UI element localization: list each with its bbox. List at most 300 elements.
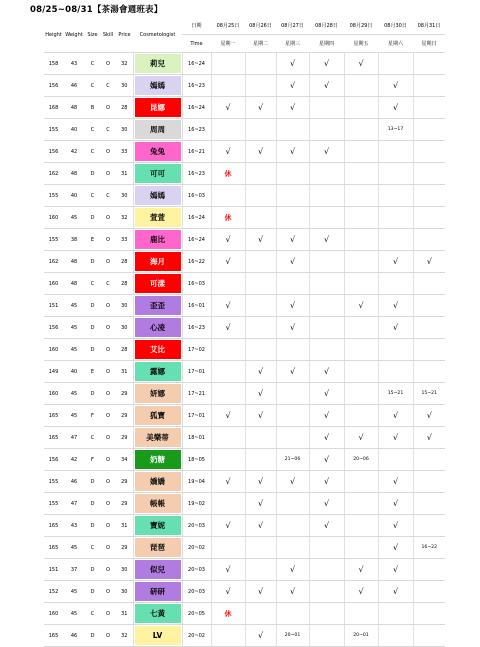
day-4-cell <box>309 119 344 141</box>
day-7-cell: √ <box>413 405 445 427</box>
height-cell: 160 <box>44 603 63 625</box>
size-cell: C <box>85 75 100 97</box>
table-row <box>44 119 445 141</box>
day-2-cell <box>245 559 276 581</box>
day-2-cell <box>245 75 276 97</box>
day-3-cell <box>276 603 309 625</box>
col-day7-date: 08月31日 <box>413 17 445 35</box>
table-row <box>44 339 445 361</box>
cosmetologist-name: 周周 <box>135 120 181 139</box>
weight-cell: 40 <box>63 185 85 207</box>
day-1-cell: √ <box>211 471 245 493</box>
cosmetologist-name: 七黃 <box>135 604 181 623</box>
day-5-cell <box>344 515 378 537</box>
col-price-header: Price <box>116 17 133 53</box>
skill-cell: O <box>100 449 116 471</box>
day-7-cell <box>413 53 445 75</box>
day-1-cell: √ <box>211 559 245 581</box>
cosmetologist-cell <box>133 603 182 625</box>
day-2-cell <box>245 603 276 625</box>
col-day3-weekday: 星期三 <box>276 35 309 53</box>
cosmetologist-name: 嫣嫣 <box>135 186 181 205</box>
day-1-cell: √ <box>211 317 245 339</box>
height-cell: 151 <box>44 559 63 581</box>
price-cell: 32 <box>116 625 133 647</box>
col-size-header: Size <box>85 17 100 53</box>
cosmetologist-cell <box>133 383 182 405</box>
height-cell: 152 <box>44 581 63 603</box>
weight-cell: 45 <box>63 405 85 427</box>
table-row <box>44 251 445 273</box>
day-2-cell <box>245 119 276 141</box>
day-6-cell: √ <box>378 515 413 537</box>
col-day2-weekday: 星期二 <box>245 35 276 53</box>
cosmetologist-cell <box>133 471 182 493</box>
day-7-cell <box>413 75 445 97</box>
size-cell: D <box>85 471 100 493</box>
day-4-cell: √ <box>309 515 344 537</box>
size-cell: C <box>85 427 100 449</box>
skill-cell: O <box>100 405 116 427</box>
height-cell: 156 <box>44 75 63 97</box>
col-day1-date: 08月25日 <box>211 17 245 35</box>
col-day3-date: 08月27日 <box>276 17 309 35</box>
day-3-cell <box>276 427 309 449</box>
weight-cell: 45 <box>63 603 85 625</box>
size-cell: F <box>85 449 100 471</box>
day-5-cell <box>344 229 378 251</box>
skill-cell: O <box>100 383 116 405</box>
height-cell: 156 <box>44 449 63 471</box>
price-cell: 29 <box>116 493 133 515</box>
cosmetologist-name: 鹿比 <box>135 230 181 249</box>
size-cell: D <box>85 251 100 273</box>
day-4-cell: √ <box>309 361 344 383</box>
day-3-cell <box>276 405 309 427</box>
day-5-cell <box>344 317 378 339</box>
time-cell: 17~21 <box>182 383 211 405</box>
day-3-cell <box>276 163 309 185</box>
day-7-cell <box>413 339 445 361</box>
day-1-cell: √ <box>211 405 245 427</box>
size-cell: E <box>85 361 100 383</box>
height-cell: 155 <box>44 119 63 141</box>
day-3-cell: 21~06 <box>276 449 309 471</box>
day-1-cell <box>211 339 245 361</box>
time-cell: 18~01 <box>182 427 211 449</box>
skill-cell: O <box>100 559 116 581</box>
cosmetologist-cell <box>133 515 182 537</box>
skill-cell: O <box>100 207 116 229</box>
day-5-cell: √ <box>344 427 378 449</box>
size-cell: C <box>85 273 100 295</box>
table-row <box>44 185 445 207</box>
skill-cell: O <box>100 537 116 559</box>
day-6-cell: √ <box>378 75 413 97</box>
table-row <box>44 75 445 97</box>
skill-cell: O <box>100 53 116 75</box>
size-cell: C <box>85 185 100 207</box>
cosmetologist-name: 奶糖 <box>135 450 181 469</box>
size-cell: C <box>85 53 100 75</box>
day-1-cell <box>211 361 245 383</box>
skill-cell: C <box>100 273 116 295</box>
height-cell: 165 <box>44 515 63 537</box>
table-row <box>44 229 445 251</box>
day-2-cell <box>245 185 276 207</box>
cosmetologist-name: LV <box>135 626 181 645</box>
cosmetologist-name: 美樂蒂 <box>135 428 181 447</box>
size-cell: E <box>85 229 100 251</box>
size-cell: D <box>85 163 100 185</box>
day-4-cell: √ <box>309 229 344 251</box>
cosmetologist-cell <box>133 295 182 317</box>
cosmetologist-name: 寶妮 <box>135 516 181 535</box>
weight-cell: 48 <box>63 251 85 273</box>
day-3-cell: √ <box>276 251 309 273</box>
time-cell: 16~24 <box>182 53 211 75</box>
col-day6-weekday: 星期六 <box>378 35 413 53</box>
day-4-cell <box>309 603 344 625</box>
day-1-cell: √ <box>211 251 245 273</box>
price-cell: 30 <box>116 317 133 339</box>
day-1-cell <box>211 537 245 559</box>
time-cell: 16~23 <box>182 317 211 339</box>
day-6-cell <box>378 229 413 251</box>
skill-cell: O <box>100 515 116 537</box>
table-row <box>44 427 445 449</box>
day-1-cell <box>211 383 245 405</box>
day-6-cell: √ <box>378 295 413 317</box>
day-2-cell: √ <box>245 229 276 251</box>
day-2-cell <box>245 295 276 317</box>
day-5-cell <box>344 471 378 493</box>
skill-cell: O <box>100 427 116 449</box>
col-height-header: Height <box>44 17 63 53</box>
skill-cell: O <box>100 603 116 625</box>
price-cell: 32 <box>116 207 133 229</box>
height-cell: 155 <box>44 471 63 493</box>
cosmetologist-name: 嬌嬌 <box>135 472 181 491</box>
day-6-cell <box>378 361 413 383</box>
weight-cell: 47 <box>63 493 85 515</box>
size-cell: C <box>85 537 100 559</box>
day-4-cell: √ <box>309 405 344 427</box>
cosmetologist-cell <box>133 581 182 603</box>
price-cell: 29 <box>116 383 133 405</box>
col-skill-header: Skill <box>100 17 116 53</box>
size-cell: D <box>85 339 100 361</box>
cosmetologist-cell <box>133 405 182 427</box>
day-5-cell: √ <box>344 559 378 581</box>
day-4-cell: √ <box>309 471 344 493</box>
table-row <box>44 493 445 515</box>
price-cell: 30 <box>116 581 133 603</box>
day-6-cell: √ <box>378 405 413 427</box>
cosmetologist-name: 艾比 <box>135 340 181 359</box>
size-cell: D <box>85 625 100 647</box>
cosmetologist-cell <box>133 361 182 383</box>
day-3-cell: √ <box>276 295 309 317</box>
weight-cell: 42 <box>63 141 85 163</box>
table-row <box>44 97 445 119</box>
skill-cell: O <box>100 361 116 383</box>
cosmetologist-cell <box>133 537 182 559</box>
size-cell: D <box>85 295 100 317</box>
day-2-cell: √ <box>245 405 276 427</box>
time-cell: 20~03 <box>182 515 211 537</box>
table-row <box>44 581 445 603</box>
time-cell: 16~24 <box>182 97 211 119</box>
price-cell: 30 <box>116 185 133 207</box>
price-cell: 31 <box>116 603 133 625</box>
day-4-cell <box>309 207 344 229</box>
day-7-cell <box>413 207 445 229</box>
time-cell: 19~04 <box>182 471 211 493</box>
time-cell: 17~01 <box>182 405 211 427</box>
skill-cell: O <box>100 163 116 185</box>
time-cell: 20~03 <box>182 581 211 603</box>
cosmetologist-cell <box>133 449 182 471</box>
day-4-cell <box>309 273 344 295</box>
day-7-cell <box>413 317 445 339</box>
cosmetologist-name: 海月 <box>135 252 181 271</box>
day-1-cell <box>211 493 245 515</box>
day-2-cell: √ <box>245 515 276 537</box>
day-4-cell: √ <box>309 75 344 97</box>
price-cell: 31 <box>116 361 133 383</box>
day-4-cell <box>309 537 344 559</box>
day-6-cell <box>378 273 413 295</box>
day-2-cell <box>245 449 276 471</box>
day-6-cell <box>378 449 413 471</box>
day-3-cell <box>276 515 309 537</box>
time-cell: 16~23 <box>182 163 211 185</box>
day-7-cell <box>413 273 445 295</box>
height-cell: 160 <box>44 339 63 361</box>
day-6-cell <box>378 207 413 229</box>
table-row <box>44 53 445 75</box>
day-3-cell: 20~01 <box>276 625 309 647</box>
day-5-cell <box>344 185 378 207</box>
size-cell: D <box>85 383 100 405</box>
size-cell: D <box>85 317 100 339</box>
day-4-cell: √ <box>309 449 344 471</box>
day-2-cell: √ <box>245 97 276 119</box>
time-cell: 20~05 <box>182 603 211 625</box>
day-1-cell <box>211 75 245 97</box>
height-cell: 165 <box>44 625 63 647</box>
col-time-header: Time <box>182 35 211 53</box>
day-4-cell: √ <box>309 383 344 405</box>
day-4-cell: √ <box>309 427 344 449</box>
height-cell: 156 <box>44 141 63 163</box>
day-1-cell: 休 <box>211 603 245 625</box>
day-5-cell: √ <box>344 295 378 317</box>
cosmetologist-cell <box>133 273 182 295</box>
day-2-cell: √ <box>245 141 276 163</box>
table-row <box>44 449 445 471</box>
skill-cell: C <box>100 185 116 207</box>
day-4-cell <box>309 317 344 339</box>
weight-cell: 46 <box>63 625 85 647</box>
day-7-cell: 15~21 <box>413 383 445 405</box>
col-day7-weekday: 星期日 <box>413 35 445 53</box>
day-4-cell <box>309 251 344 273</box>
time-cell: 16~01 <box>182 295 211 317</box>
day-1-cell <box>211 273 245 295</box>
skill-cell: O <box>100 625 116 647</box>
day-6-cell <box>378 53 413 75</box>
day-1-cell <box>211 53 245 75</box>
size-cell: C <box>85 119 100 141</box>
day-3-cell: √ <box>276 361 309 383</box>
table-row <box>44 537 445 559</box>
day-3-cell <box>276 339 309 361</box>
day-6-cell: √ <box>378 317 413 339</box>
table-row <box>44 163 445 185</box>
day-6-cell <box>378 339 413 361</box>
cosmetologist-cell <box>133 317 182 339</box>
cosmetologist-name: 嫣嫣 <box>135 76 181 95</box>
price-cell: 28 <box>116 339 133 361</box>
day-2-cell: √ <box>245 471 276 493</box>
time-cell: 16~03 <box>182 185 211 207</box>
price-cell: 29 <box>116 471 133 493</box>
weight-cell: 48 <box>63 163 85 185</box>
day-6-cell: √ <box>378 581 413 603</box>
day-1-cell: 休 <box>211 207 245 229</box>
day-3-cell <box>276 383 309 405</box>
day-6-cell: √ <box>378 493 413 515</box>
weight-cell: 37 <box>63 559 85 581</box>
day-5-cell <box>344 361 378 383</box>
day-3-cell: √ <box>276 559 309 581</box>
cosmetologist-cell <box>133 229 182 251</box>
cosmetologist-name: 可可 <box>135 164 181 183</box>
day-6-cell <box>378 185 413 207</box>
size-cell: D <box>85 207 100 229</box>
cosmetologist-cell <box>133 53 182 75</box>
day-7-cell: √ <box>413 251 445 273</box>
day-7-cell <box>413 163 445 185</box>
day-3-cell <box>276 537 309 559</box>
weight-cell: 45 <box>63 295 85 317</box>
size-cell: D <box>85 493 100 515</box>
col-cosmetologist-header: Cosmetologist <box>133 17 182 53</box>
price-cell: 28 <box>116 97 133 119</box>
weight-cell: 45 <box>63 317 85 339</box>
skill-cell: O <box>100 317 116 339</box>
time-cell: 18~05 <box>182 449 211 471</box>
col-weight-header: Weight <box>63 17 85 53</box>
table-row <box>44 317 445 339</box>
day-1-cell <box>211 625 245 647</box>
day-2-cell <box>245 537 276 559</box>
day-7-cell <box>413 515 445 537</box>
height-cell: 162 <box>44 251 63 273</box>
day-6-cell: √ <box>378 559 413 581</box>
cosmetologist-name: 昆娜 <box>135 98 181 117</box>
weight-cell: 45 <box>63 207 85 229</box>
weight-cell: 48 <box>63 97 85 119</box>
skill-cell: O <box>100 339 116 361</box>
day-6-cell: √ <box>378 427 413 449</box>
weight-cell: 40 <box>63 119 85 141</box>
day-3-cell <box>276 185 309 207</box>
cosmetologist-name: 兔兔 <box>135 142 181 161</box>
size-cell: C <box>85 603 100 625</box>
day-5-cell <box>344 119 378 141</box>
day-3-cell: √ <box>276 581 309 603</box>
price-cell: 30 <box>116 119 133 141</box>
day-7-cell <box>413 185 445 207</box>
price-cell: 31 <box>116 515 133 537</box>
height-cell: 165 <box>44 537 63 559</box>
table-row <box>44 361 445 383</box>
day-1-cell <box>211 449 245 471</box>
time-cell: 19~02 <box>182 493 211 515</box>
day-5-cell <box>344 603 378 625</box>
price-cell: 33 <box>116 229 133 251</box>
day-1-cell: √ <box>211 229 245 251</box>
skill-cell: O <box>100 581 116 603</box>
day-1-cell: √ <box>211 97 245 119</box>
day-3-cell <box>276 207 309 229</box>
weight-cell: 43 <box>63 515 85 537</box>
weight-cell: 46 <box>63 471 85 493</box>
day-3-cell: √ <box>276 141 309 163</box>
time-cell: 16~21 <box>182 141 211 163</box>
day-7-cell <box>413 295 445 317</box>
price-cell: 31 <box>116 163 133 185</box>
cosmetologist-name: 歪歪 <box>135 296 181 315</box>
day-2-cell <box>245 273 276 295</box>
day-7-cell <box>413 581 445 603</box>
time-cell: 20~02 <box>182 537 211 559</box>
cosmetologist-cell <box>133 207 182 229</box>
day-6-cell: √ <box>378 97 413 119</box>
day-7-cell <box>413 493 445 515</box>
day-6-cell: 13~17 <box>378 119 413 141</box>
price-cell: 29 <box>116 405 133 427</box>
day-5-cell <box>344 537 378 559</box>
skill-cell: O <box>100 97 116 119</box>
time-cell: 20~03 <box>182 559 211 581</box>
cosmetologist-cell <box>133 625 182 647</box>
weight-cell: 45 <box>63 537 85 559</box>
weight-cell: 48 <box>63 273 85 295</box>
day-1-cell: √ <box>211 515 245 537</box>
day-2-cell <box>245 207 276 229</box>
skill-cell: O <box>100 295 116 317</box>
weight-cell: 45 <box>63 339 85 361</box>
day-2-cell: √ <box>245 361 276 383</box>
day-6-cell: √ <box>378 251 413 273</box>
day-4-cell: √ <box>309 53 344 75</box>
weight-cell: 40 <box>63 361 85 383</box>
day-5-cell <box>344 273 378 295</box>
height-cell: 155 <box>44 229 63 251</box>
cosmetologist-name: 狐寶 <box>135 406 181 425</box>
cosmetologist-cell <box>133 339 182 361</box>
day-2-cell <box>245 163 276 185</box>
day-3-cell: √ <box>276 53 309 75</box>
price-cell: 30 <box>116 559 133 581</box>
day-5-cell <box>344 405 378 427</box>
col-day5-weekday: 星期五 <box>344 35 378 53</box>
day-7-cell: 16~22 <box>413 537 445 559</box>
